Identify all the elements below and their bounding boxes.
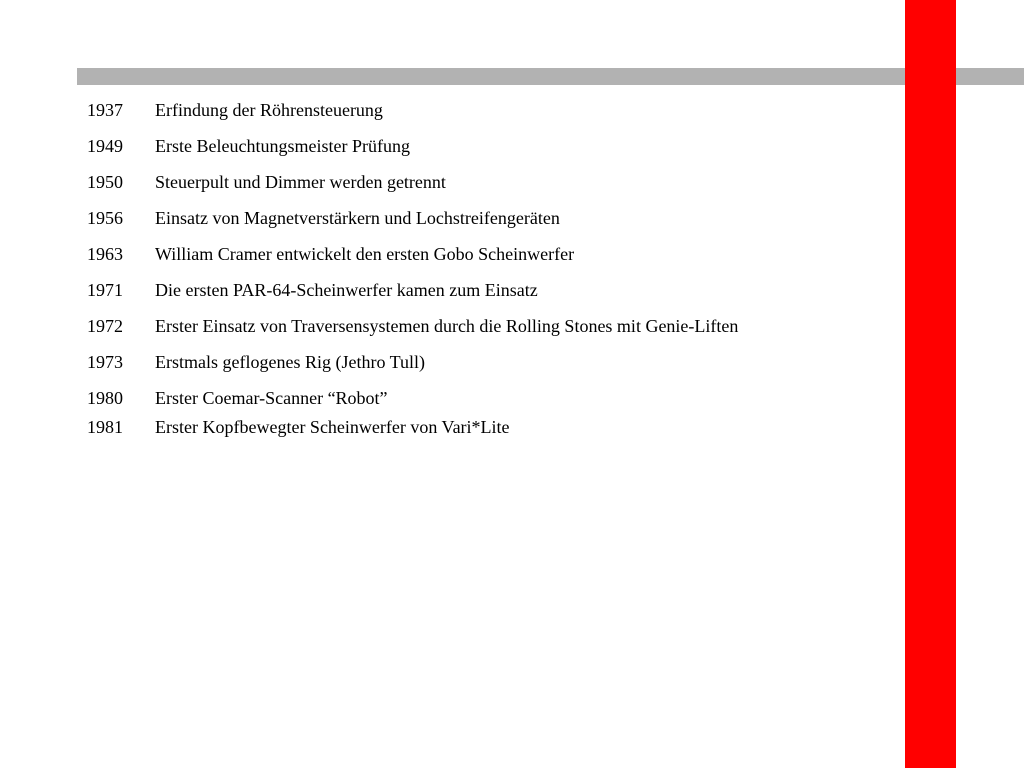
timeline-item <box>87 171 738 193</box>
timeline-year: 1981 <box>87 417 123 437</box>
timeline-event: Einsatz von Magnetverstärkern und Lochstreifengeräten <box>155 208 560 228</box>
timeline-item <box>87 315 738 337</box>
timeline-year: 1971 <box>87 280 123 300</box>
timeline-year: 1949 <box>87 136 123 156</box>
timeline-event: Steuerpult und Dimmer werden getrennt <box>155 172 446 192</box>
timeline-year: 1963 <box>87 244 123 264</box>
timeline-event: Erstmals geflogenes Rig (Jethro Tull) <box>155 352 425 372</box>
timeline-year: 1956 <box>87 208 123 228</box>
timeline-year: 1972 <box>87 316 123 336</box>
timeline-item <box>87 351 738 373</box>
timeline-event: William Cramer entwickelt den ersten Gobo Scheinwerfer <box>155 244 575 264</box>
timeline-item <box>87 279 738 301</box>
timeline-event: Erster Coemar-Scanner “Robot” <box>155 388 388 408</box>
timeline-item <box>87 135 738 157</box>
timeline-event: Die ersten PAR-64-Scheinwerfer kamen zum Einsatz <box>155 280 538 300</box>
timeline-year: 1973 <box>87 352 123 372</box>
top-rule <box>77 68 1024 85</box>
timeline-item <box>87 99 738 121</box>
timeline-event: Erster Einsatz von Traversensystemen durch die Rolling Stones mit Genie-Liften <box>155 316 739 336</box>
timeline-list <box>87 99 738 452</box>
timeline-item <box>87 387 738 409</box>
timeline-event: Erster Kopfbewegter Scheinwerfer von Vari*Lite <box>155 417 510 437</box>
timeline-item <box>87 243 738 265</box>
timeline-item <box>87 416 738 438</box>
timeline-year: 1937 <box>87 100 123 120</box>
timeline-event: Erfindung der Röhrensteuerung <box>155 100 383 120</box>
timeline-year: 1980 <box>87 388 123 408</box>
timeline-event: Erste Beleuchtungsmeister Prüfung <box>155 136 410 156</box>
timeline-year: 1950 <box>87 172 123 192</box>
timeline-item <box>87 207 738 229</box>
red-accent-bar <box>905 0 956 768</box>
